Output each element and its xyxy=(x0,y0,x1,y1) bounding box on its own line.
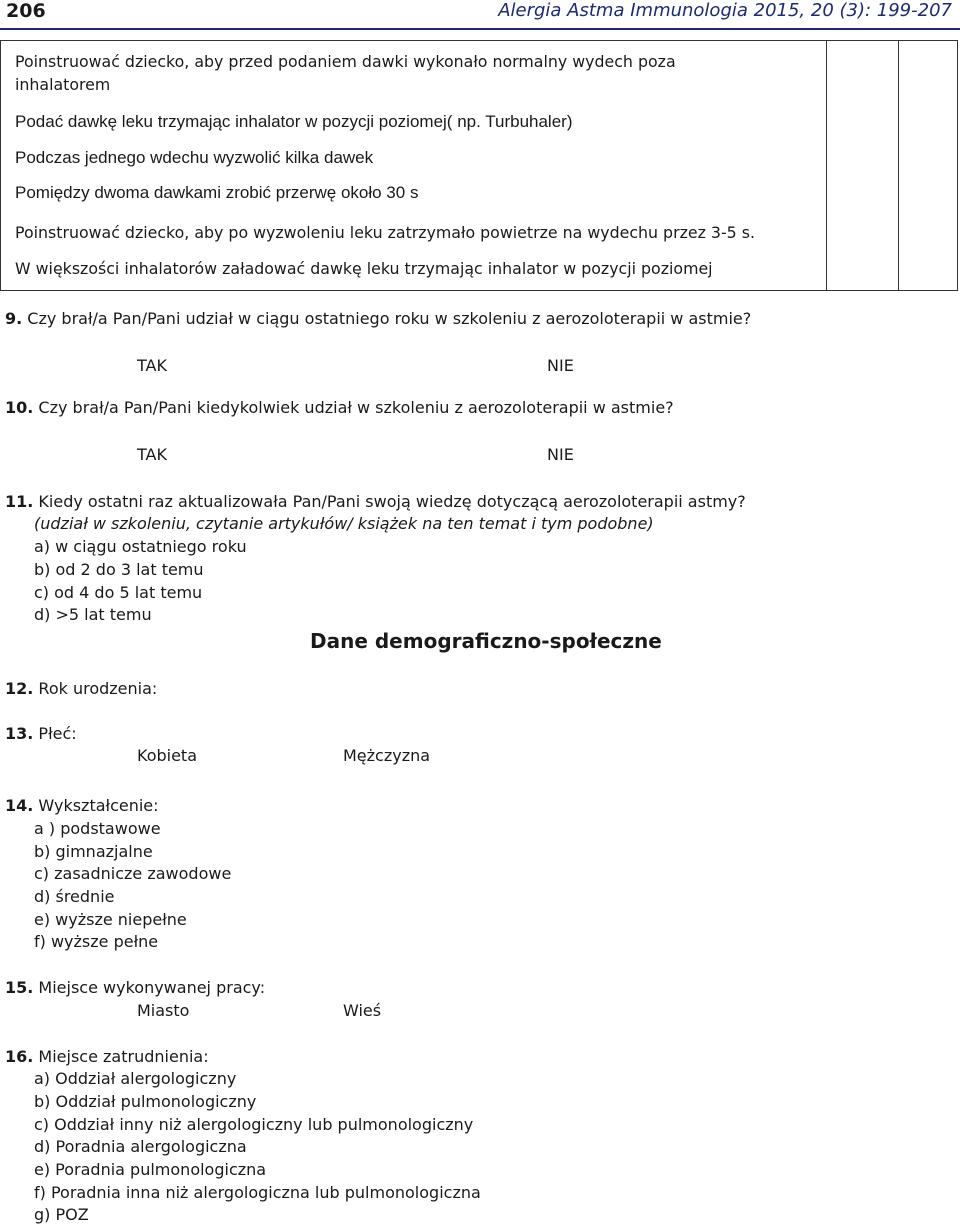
header-divider xyxy=(0,28,960,30)
option-kobieta[interactable]: Kobieta xyxy=(137,746,198,765)
question-11 xyxy=(5,492,746,511)
table-divider-1 xyxy=(826,40,827,290)
question-number: 16. xyxy=(5,1047,34,1066)
question-number: 13. xyxy=(5,724,34,743)
page-number: 206 xyxy=(6,0,46,22)
question-text: Czy brał/a Pan/Pani udział w ciągu ostatniego roku w szkoleniu z aerozoloterapii w astmie? xyxy=(22,309,752,328)
question-9 xyxy=(5,309,751,328)
table-border-bottom xyxy=(0,290,958,291)
question-text: Czy brał/a Pan/Pani kiedykolwiek udział w szkoleniu z aerozoloterapii w astmie? xyxy=(33,398,674,417)
question-text: Rok urodzenia: xyxy=(33,679,158,698)
instruction-table xyxy=(0,40,958,290)
option-tak[interactable]: TAK xyxy=(137,356,167,375)
question-text: Miejsce zatrudnienia: xyxy=(33,1047,209,1066)
question-12 xyxy=(5,679,157,698)
table-row: Podać dawkę leku trzymając inhalator w pozycji poziomej( np. Turbuhaler) xyxy=(15,112,573,131)
question-number: 12. xyxy=(5,679,34,698)
question-16 xyxy=(5,1047,209,1066)
question-15 xyxy=(5,978,265,997)
list-item[interactable]: c) Oddział inny niż alergologiczny lub pulmonologiczny xyxy=(34,1115,474,1134)
table-row: inhalatorem xyxy=(15,75,111,94)
table-border-top xyxy=(0,40,958,41)
question-10 xyxy=(5,398,674,417)
option-nie[interactable]: NIE xyxy=(547,356,574,375)
list-item[interactable]: c) zasadnicze zawodowe xyxy=(34,864,232,883)
list-item[interactable]: f) wyższe pełne xyxy=(34,932,159,951)
question-number: 10. xyxy=(5,398,34,417)
question-text: Wykształcenie: xyxy=(33,796,159,815)
journal-citation: Alergia Astma Immunologia 2015, 20 (3): 199-207 xyxy=(498,0,952,21)
table-border-right xyxy=(957,40,958,290)
list-item[interactable]: a) Oddział alergologiczny xyxy=(34,1069,237,1088)
option-nie[interactable]: NIE xyxy=(547,445,574,464)
option-miasto[interactable]: Miasto xyxy=(137,1001,190,1020)
table-row: W większości inhalatorów załadować dawkę leku trzymając inhalator w pozycji poziomej xyxy=(15,259,713,278)
question-text: Płeć: xyxy=(33,724,77,743)
question-number: 11. xyxy=(5,492,34,511)
option-mezczyzna[interactable]: Mężczyzna xyxy=(343,746,431,765)
list-item[interactable]: e) wyższe niepełne xyxy=(34,910,187,929)
table-row: Poinstruować dziecko, aby przed podaniem dawki wykonało normalny wydech poza xyxy=(15,52,676,71)
list-item[interactable]: d) Poradnia alergologiczna xyxy=(34,1137,247,1156)
table-divider-2 xyxy=(898,40,899,290)
table-border-left xyxy=(0,40,1,290)
table-row: Poinstruować dziecko, aby po wyzwoleniu leku zatrzymało powietrze na wydechu przez 3-5 s. xyxy=(15,223,755,242)
list-item[interactable]: e) Poradnia pulmonologiczna xyxy=(34,1160,267,1179)
table-row: Pomiędzy dwoma dawkami zrobić przerwę około 30 s xyxy=(15,183,419,202)
question-13 xyxy=(5,724,77,743)
list-item[interactable]: b) gimnazjalne xyxy=(34,842,153,861)
question-note: (udział w szkoleniu, czytanie artykułów/ książek na ten temat i tym podobne) xyxy=(34,514,654,533)
list-item[interactable]: c) od 4 do 5 lat temu xyxy=(34,583,203,602)
list-item[interactable]: g) POZ xyxy=(34,1205,89,1224)
list-item[interactable]: d) średnie xyxy=(34,887,115,906)
question-text: Miejsce wykonywanej pracy: xyxy=(33,978,266,997)
list-item[interactable]: a ) podstawowe xyxy=(34,819,161,838)
list-item[interactable]: b) Oddział pulmonologiczny xyxy=(34,1092,257,1111)
question-text: Kiedy ostatni raz aktualizowała Pan/Pani swoją wiedzę dotyczącą aerozoloterapii astmy? xyxy=(33,492,746,511)
option-tak[interactable]: TAK xyxy=(137,445,167,464)
table-row: Podczas jednego wdechu wyzwolić kilka dawek xyxy=(15,148,374,167)
question-14 xyxy=(5,796,159,815)
list-item[interactable]: d) >5 lat temu xyxy=(34,605,152,624)
list-item[interactable]: f) Poradnia inna niż alergologiczna lub pulmonologiczna xyxy=(34,1183,481,1202)
option-wies[interactable]: Wieś xyxy=(343,1001,382,1020)
question-number: 15. xyxy=(5,978,34,997)
section-title: Dane demograficzno-społeczne xyxy=(310,629,662,653)
list-item[interactable]: b) od 2 do 3 lat temu xyxy=(34,560,204,579)
list-item[interactable]: a) w ciągu ostatniego roku xyxy=(34,537,247,556)
question-number: 14. xyxy=(5,796,34,815)
question-number: 9. xyxy=(5,309,23,328)
